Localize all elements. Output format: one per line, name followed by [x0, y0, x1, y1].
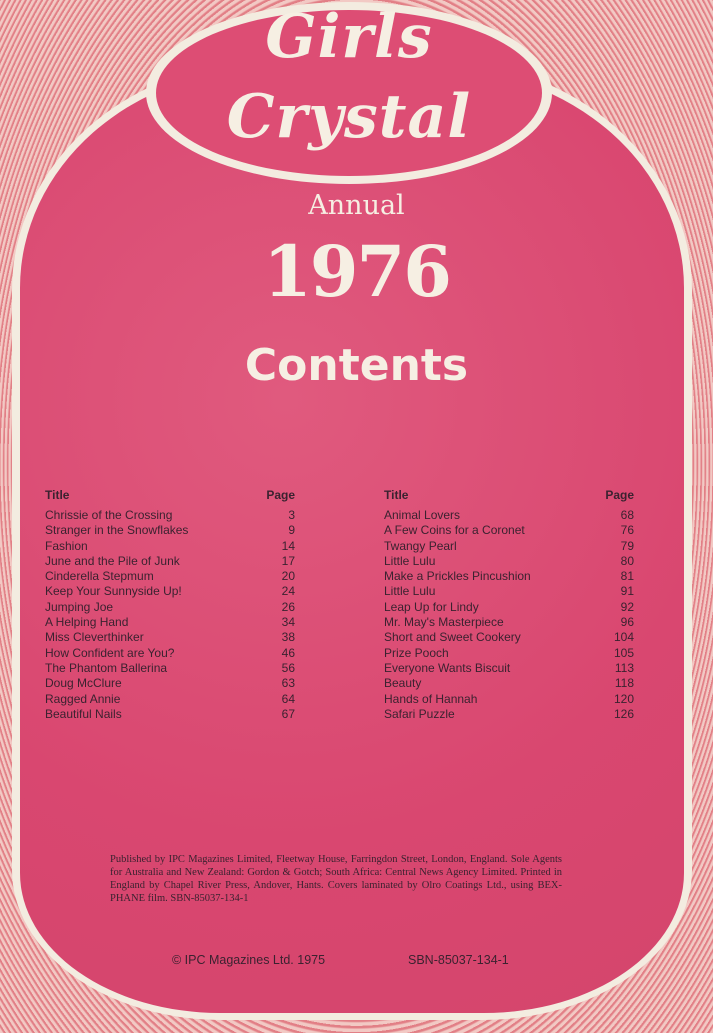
- contents-row: [45, 646, 295, 661]
- entry-title: Hands of Hannah: [384, 691, 478, 706]
- title-header: Title: [45, 488, 70, 502]
- entry-title: Stranger in the Snowflakes: [45, 523, 189, 538]
- entry-title: Jumping Joe: [45, 599, 114, 614]
- entry-title: Mr. May's Masterpiece: [384, 615, 504, 630]
- entry-page: 105: [613, 645, 634, 660]
- entry-page: 113: [614, 660, 634, 675]
- contents-row: [45, 692, 295, 707]
- contents-row: [384, 554, 634, 569]
- entry-title: How Confident are You?: [45, 645, 175, 660]
- contents-row: [45, 676, 295, 691]
- contents-row: [384, 676, 634, 691]
- entry-title: Leap Up for Lindy: [384, 599, 479, 614]
- entry-page: 46: [281, 645, 295, 660]
- entry-page: 96: [620, 615, 634, 630]
- entry-page: 126: [613, 706, 634, 721]
- annual-label: Annual: [308, 190, 405, 221]
- entry-title: Keep Your Sunnyside Up!: [45, 584, 182, 599]
- entry-title: Safari Puzzle: [384, 706, 455, 721]
- contents-row: [384, 661, 634, 676]
- entry-title: Prize Pooch: [384, 645, 449, 660]
- contents-row: [45, 539, 295, 554]
- contents-list: [384, 508, 634, 722]
- contents-row: [45, 615, 295, 630]
- entry-page: 38: [281, 630, 295, 645]
- publisher-text: Published by IPC Magazines Limited, Fleetway House, Farringdon Street, London, England. Sole Agents for Australia and New Zealand: Gordon & Gotch; South Africa: Central News Agency Limited. Printed in England by Chapel River Press, Andover, Hants. Covers laminated by Olro Coatings Ltd., using BEX-PHANE film. SBN-85037-134-1: [110, 854, 562, 904]
- logo-line-2: Crystal: [226, 82, 472, 152]
- entry-title: Make a Prickles Pincushion: [384, 569, 531, 584]
- entry-page: 24: [281, 584, 295, 599]
- entry-page: 104: [613, 630, 634, 645]
- column-header: [384, 486, 634, 508]
- entry-title: Ragged Annie: [45, 691, 121, 706]
- entry-title: June and the Pile of Junk: [45, 553, 180, 568]
- contents-list: [45, 508, 295, 722]
- column-header: [45, 486, 295, 508]
- entry-page: 56: [281, 660, 295, 675]
- entry-title: Twangy Pearl: [384, 538, 457, 553]
- contents-row: [45, 523, 295, 538]
- contents-row: [45, 630, 295, 645]
- contents-row: [384, 508, 634, 523]
- entry-page: 67: [281, 706, 295, 721]
- contents-row: [45, 661, 295, 676]
- copyright-text: © IPC Magazines Ltd. 1975: [172, 953, 326, 967]
- entry-page: 92: [620, 599, 634, 614]
- entry-page: 79: [620, 538, 634, 553]
- entry-page: 20: [281, 569, 295, 584]
- entry-title: Chrissie of the Crossing: [45, 508, 173, 522]
- contents-row: [384, 615, 634, 630]
- page-header: Page: [266, 488, 295, 502]
- entry-page: 68: [620, 508, 634, 522]
- entry-title: The Phantom Ballerina: [45, 660, 168, 675]
- entry-page: 3: [288, 508, 295, 522]
- entry-title: Little Lulu: [384, 553, 436, 568]
- contents-column-left: [45, 486, 295, 722]
- contents-row: [384, 523, 634, 538]
- logo: [146, 2, 552, 184]
- entry-title: Short and Sweet Cookery: [384, 630, 521, 645]
- entry-page: 118: [614, 676, 634, 691]
- contents-row: [384, 539, 634, 554]
- entry-page: 17: [281, 553, 295, 568]
- logo-line-1: Girls: [265, 2, 433, 72]
- title-header: Title: [384, 488, 409, 502]
- contents-heading: Contents: [244, 340, 469, 391]
- contents-row: [384, 707, 634, 722]
- entry-title: Doug McClure: [45, 676, 122, 691]
- entry-title: Miss Cleverthinker: [45, 630, 144, 645]
- entry-page: 14: [281, 538, 295, 553]
- contents-row: [45, 569, 295, 584]
- entry-title: Little Lulu: [384, 584, 436, 599]
- entry-title: Everyone Wants Biscuit: [384, 660, 511, 675]
- entry-page: 64: [281, 691, 295, 706]
- contents-row: [384, 692, 634, 707]
- entry-page: 76: [620, 523, 634, 538]
- contents-row: [45, 554, 295, 569]
- entry-page: 34: [281, 615, 295, 630]
- entry-title: Fashion: [45, 538, 88, 553]
- contents-row: [45, 584, 295, 599]
- contents-row: [384, 630, 634, 645]
- sbn-text: SBN-85037-134-1: [408, 953, 509, 967]
- entry-page: 9: [288, 523, 295, 538]
- entry-title: Beauty: [384, 676, 422, 691]
- contents-row: [384, 584, 634, 599]
- entry-page: 91: [620, 584, 634, 599]
- contents-row: [384, 600, 634, 615]
- entry-title: A Few Coins for a Coronet: [384, 523, 525, 538]
- entry-title: Cinderella Stepmum: [45, 569, 154, 584]
- contents-row: [45, 707, 295, 722]
- entry-page: 81: [620, 569, 634, 584]
- entry-page: 63: [281, 676, 295, 691]
- page-header: Page: [605, 488, 634, 502]
- year-label: 1976: [263, 230, 450, 313]
- entry-page: 120: [613, 691, 634, 706]
- contents-column-right: [384, 486, 634, 722]
- entry-title: A Helping Hand: [45, 615, 129, 630]
- entry-title: Beautiful Nails: [45, 706, 122, 721]
- entry-page: 80: [620, 553, 634, 568]
- contents-row: [45, 508, 295, 523]
- contents-row: [384, 569, 634, 584]
- contents-row: [384, 646, 634, 661]
- contents-row: [45, 600, 295, 615]
- entry-page: 26: [281, 599, 295, 614]
- entry-title: Animal Lovers: [384, 508, 461, 522]
